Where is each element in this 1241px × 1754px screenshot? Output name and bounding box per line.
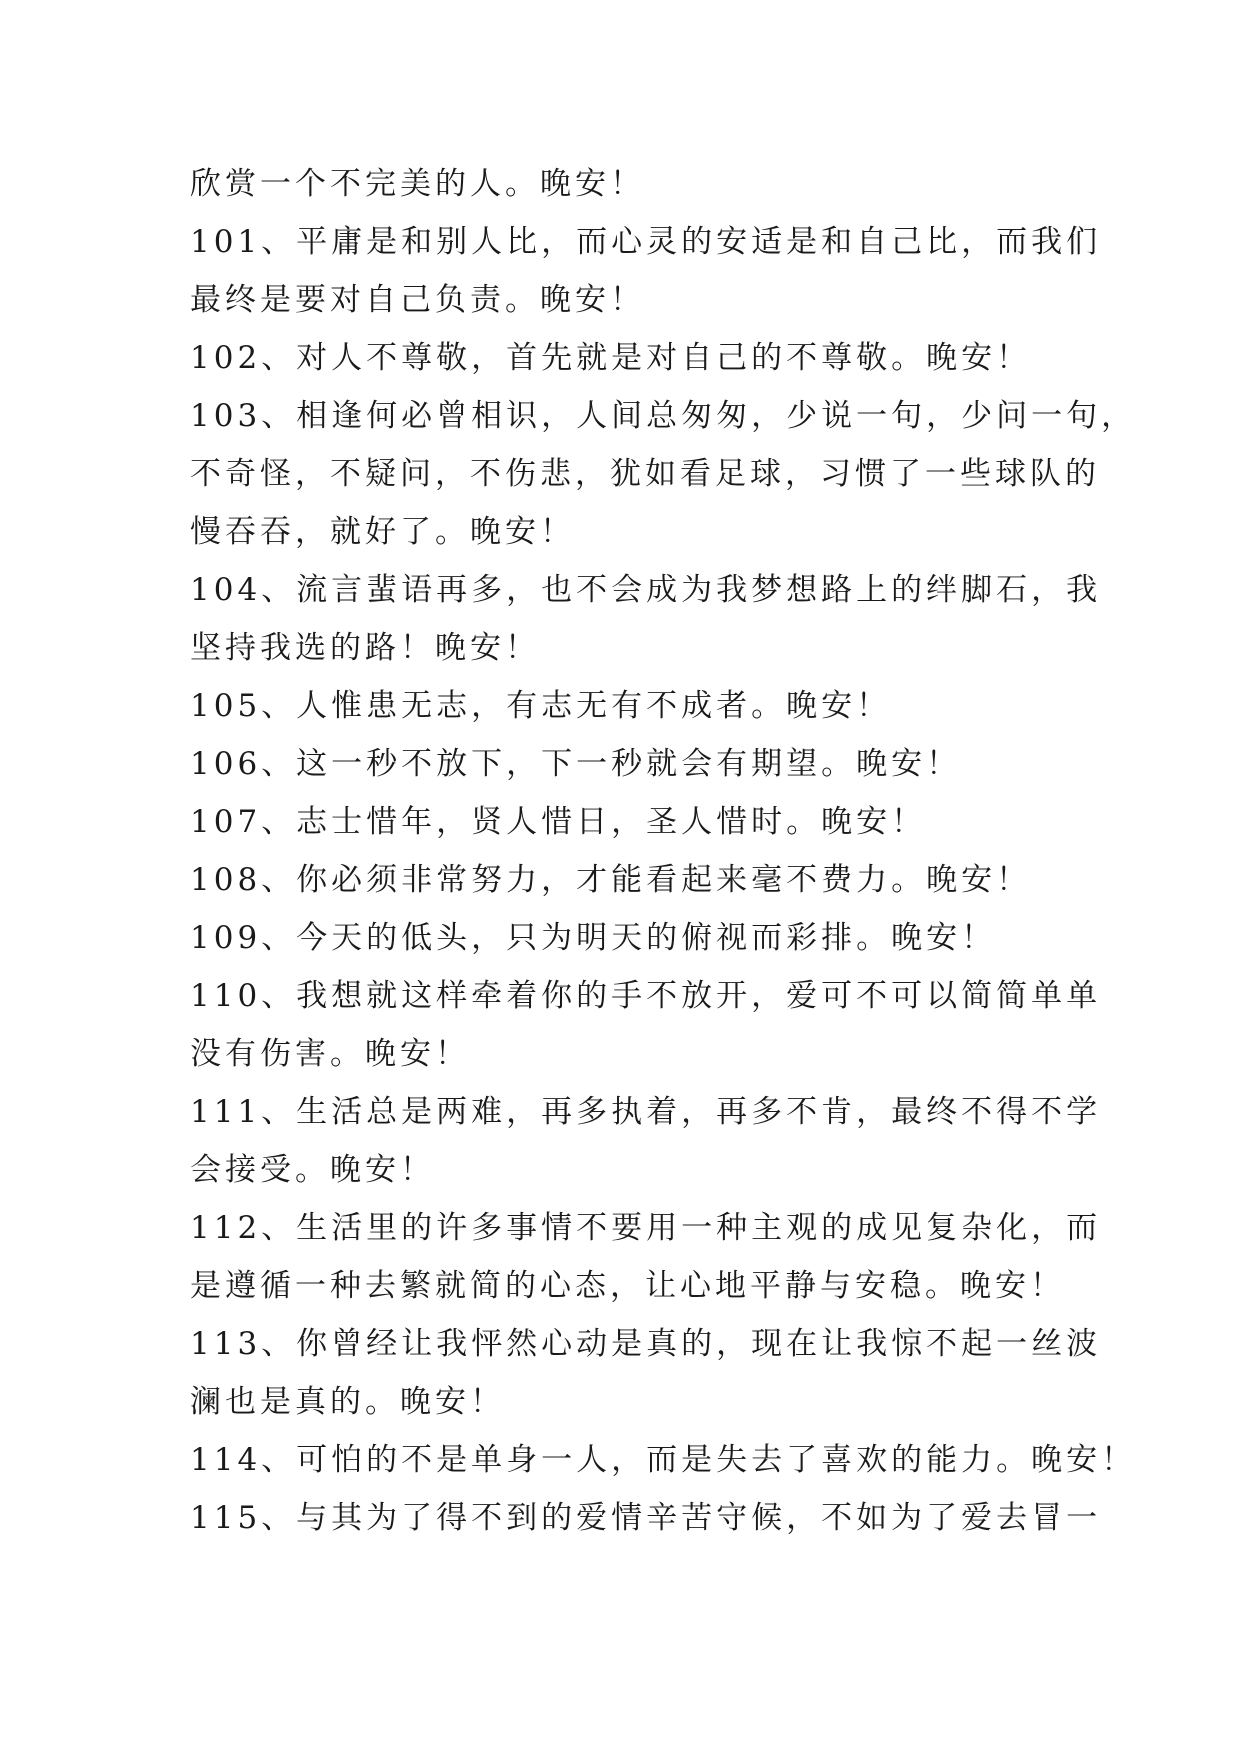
text-line: 112、生活里的许多事情不要用一种主观的成见复杂化，而: [190, 1210, 1102, 1246]
text-line: 106、这一秒不放下，下一秒就会有期望。晚安！: [190, 746, 962, 782]
text-line: 欣赏一个不完美的人。晚安！: [190, 166, 645, 202]
text-line: 104、流言蜚语再多，也不会成为我梦想路上的绊脚石，我: [190, 572, 1102, 608]
text-line: 是遵循一种去繁就简的心态，让心地平静与安稳。晚安！: [190, 1268, 1065, 1304]
text-line: 103、相逢何必曾相识，人间总匆匆，少说一句，少问一句，: [190, 398, 1137, 434]
text-line: 不奇怪，不疑问，不伤悲，犹如看足球，习惯了一些球队的: [190, 456, 1100, 492]
text-line: 114、可怕的不是单身一人，而是失去了喜欢的能力。晚安！: [190, 1442, 1137, 1478]
text-line: 109、今天的低头，只为明天的俯视而彩排。晚安！: [190, 920, 997, 956]
text-line: 107、志士惜年，贤人惜日，圣人惜时。晚安！: [190, 804, 927, 840]
text-line: 澜也是真的。晚安！: [190, 1384, 505, 1420]
text-line: 慢吞吞，就好了。晚安！: [190, 514, 575, 550]
text-line: 会接受。晚安！: [190, 1152, 435, 1188]
text-line: 115、与其为了得不到的爱情辛苦守候，不如为了爱去冒一: [190, 1500, 1102, 1536]
text-line: 坚持我选的路！晚安！: [190, 630, 540, 666]
text-line: 102、对人不尊敬，首先就是对自己的不尊敬。晚安！: [190, 340, 1032, 376]
text-line: 最终是要对自己负责。晚安！: [190, 282, 645, 318]
text-line: 101、平庸是和别人比，而心灵的安适是和自己比，而我们: [190, 224, 1102, 260]
text-line: 111、生活总是两难，再多执着，再多不肯，最终不得不学: [190, 1094, 1102, 1130]
text-line: 105、人惟患无志，有志无有不成者。晚安！: [190, 688, 892, 724]
text-line: 110、我想就这样牵着你的手不放开，爱可不可以简简单单: [190, 978, 1102, 1014]
text-line: 没有伤害。晚安！: [190, 1036, 470, 1072]
document-body: [190, 155, 1137, 1547]
text-line: 113、你曾经让我怦然心动是真的，现在让我惊不起一丝波: [190, 1326, 1102, 1362]
text-line: 108、你必须非常努力，才能看起来毫不费力。晚安！: [190, 862, 1032, 898]
